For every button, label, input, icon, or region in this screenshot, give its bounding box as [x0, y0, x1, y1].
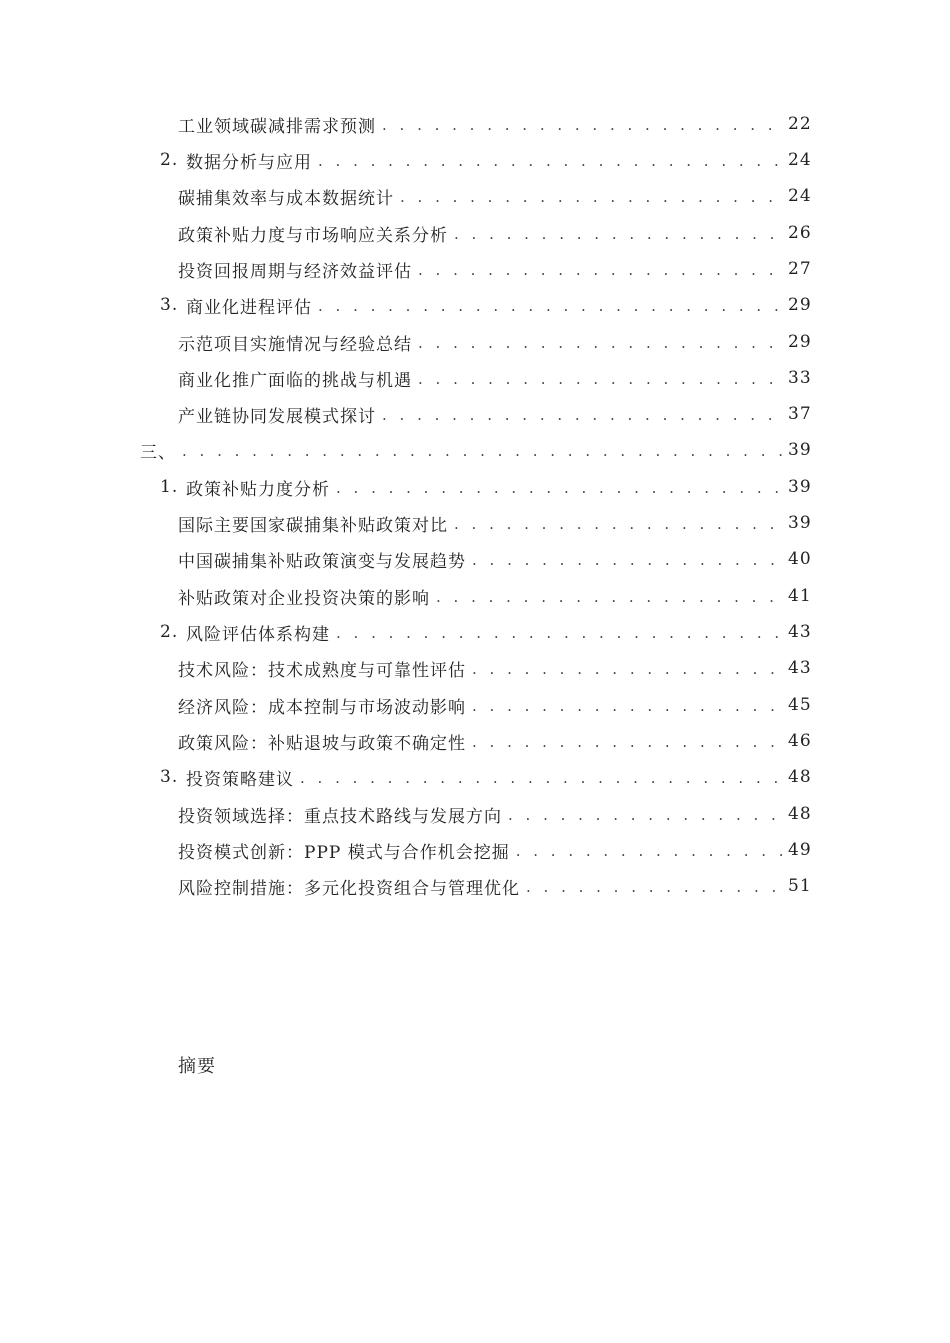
toc-entry[interactable] — [160, 469, 810, 505]
toc-leader-dots — [400, 188, 782, 206]
toc-leader-dots — [454, 515, 782, 533]
toc-entry-number: 3. — [160, 295, 179, 315]
toc-leader-dots — [418, 261, 782, 279]
toc-page-number: 43 — [788, 622, 812, 642]
toc-entry[interactable] — [160, 759, 810, 795]
toc-page-number: 22 — [788, 114, 812, 134]
abstract-heading: 摘要 — [178, 1056, 216, 1077]
toc-page-number: 40 — [788, 549, 812, 569]
toc-entry-title: 商业化推广面临的挑战与机遇 — [178, 370, 412, 391]
toc-leader-dots — [516, 842, 782, 860]
toc-page-number: 27 — [788, 259, 812, 279]
toc-entry-title: 示范项目实施情况与经验总结 — [178, 334, 412, 355]
toc-leader-dots — [382, 406, 782, 424]
toc-page-number: 43 — [788, 658, 812, 678]
toc-entry-number: 2. — [160, 622, 179, 642]
toc-page-number: 29 — [788, 295, 812, 315]
toc-entry[interactable] — [178, 324, 810, 360]
toc-entry-title: 国际主要国家碳捕集补贴政策对比 — [178, 515, 448, 536]
toc-leader-dots — [336, 624, 782, 642]
toc-entry-title: 风险评估体系构建 — [186, 624, 330, 645]
toc-leader-dots — [300, 769, 782, 787]
toc-page-number: 33 — [788, 368, 812, 388]
toc-entry-title: 经济风险：成本控制与市场波动影响 — [178, 697, 466, 718]
toc-entry[interactable] — [160, 142, 810, 178]
toc-entry[interactable] — [178, 178, 810, 214]
toc-leader-dots — [318, 152, 782, 170]
toc-entry-number: 3. — [160, 767, 179, 787]
toc-entry[interactable] — [178, 396, 810, 432]
toc-entry[interactable] — [178, 541, 810, 577]
toc-entry-title: 数据分析与应用 — [186, 152, 312, 173]
toc-entry-title: 投资策略建议 — [186, 769, 294, 790]
toc-entry[interactable] — [178, 687, 810, 723]
toc-page-number: 39 — [788, 440, 812, 460]
toc-leader-dots — [472, 733, 782, 751]
toc-page-number: 24 — [788, 186, 812, 206]
toc-entry-title: 工业领域碳减排需求预测 — [178, 116, 376, 137]
toc-entry-chapter[interactable] — [140, 432, 810, 468]
toc-entry[interactable] — [178, 832, 810, 868]
toc-leader-dots — [418, 370, 782, 388]
toc-entry[interactable] — [178, 106, 810, 142]
toc-page-number: 46 — [788, 731, 812, 751]
toc-entry-title: 中国碳捕集补贴政策演变与发展趋势 — [178, 551, 466, 572]
toc-entry-title: 商业化进程评估 — [186, 297, 312, 318]
toc-leader-dots — [526, 878, 782, 896]
toc-leader-dots — [472, 660, 782, 678]
toc-entry-title: 三、 — [140, 442, 176, 463]
toc-entry-title: 投资模式创新：PPP 模式与合作机会挖掘 — [178, 842, 510, 863]
toc-page-number: 41 — [788, 586, 812, 606]
toc-entry-title: 产业链协同发展模式探讨 — [178, 406, 376, 427]
toc-entry-title: 政策补贴力度与市场响应关系分析 — [178, 225, 448, 246]
toc-leader-dots — [382, 116, 782, 134]
toc-leader-dots — [508, 806, 782, 824]
toc-page-number: 39 — [788, 477, 812, 497]
toc-page-number: 48 — [788, 767, 812, 787]
toc-entry[interactable] — [178, 650, 810, 686]
toc-leader-dots — [418, 334, 782, 352]
toc-entry-title: 政策风险：补贴退坡与政策不确定性 — [178, 733, 466, 754]
toc-leader-dots — [454, 225, 782, 243]
toc-leader-dots — [472, 551, 782, 569]
toc-entry[interactable] — [178, 215, 810, 251]
toc-page-number: 24 — [788, 150, 812, 170]
toc-entry[interactable] — [160, 287, 810, 323]
toc-entry-title: 投资领域选择：重点技术路线与发展方向 — [178, 806, 502, 827]
toc-entry[interactable] — [178, 796, 810, 832]
toc-entry[interactable] — [178, 723, 810, 759]
toc-page-number: 29 — [788, 332, 812, 352]
toc-entry[interactable] — [178, 578, 810, 614]
toc-entry-title: 投资回报周期与经济效益评估 — [178, 261, 412, 282]
toc-entry-title: 补贴政策对企业投资决策的影响 — [178, 588, 430, 609]
toc-entry[interactable] — [160, 614, 810, 650]
toc-entry-number: 2. — [160, 150, 179, 170]
toc-page-number: 39 — [788, 513, 812, 533]
toc-entry-number: 1. — [160, 477, 179, 497]
toc-page-number: 51 — [788, 876, 812, 896]
toc-entry-title: 碳捕集效率与成本数据统计 — [178, 188, 394, 209]
toc-leader-dots — [472, 697, 782, 715]
toc-entry[interactable] — [178, 251, 810, 287]
toc-entry-title: 技术风险：技术成熟度与可靠性评估 — [178, 660, 466, 681]
toc-page-number: 49 — [788, 840, 812, 860]
toc-entry-title: 政策补贴力度分析 — [186, 479, 330, 500]
toc-page-number: 45 — [788, 695, 812, 715]
toc-entry[interactable] — [178, 505, 810, 541]
toc-leader-dots — [182, 442, 782, 460]
toc-page-number: 37 — [788, 404, 812, 424]
toc-page-number: 26 — [788, 223, 812, 243]
toc-leader-dots — [336, 479, 782, 497]
toc-entry-title: 风险控制措施：多元化投资组合与管理优化 — [178, 878, 520, 899]
toc-page-number: 48 — [788, 804, 812, 824]
toc-entry[interactable] — [178, 360, 810, 396]
toc-entry[interactable] — [178, 868, 810, 904]
toc-leader-dots — [318, 297, 782, 315]
toc-leader-dots — [436, 588, 782, 606]
